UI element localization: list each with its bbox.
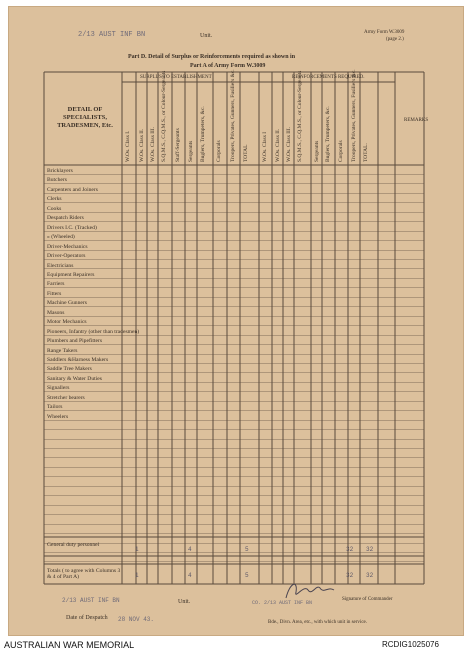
row-label: Equipment Repairers bbox=[47, 271, 95, 278]
reinforcement-column-header: Buglers, Trumpeters, &c. bbox=[325, 106, 331, 162]
reinforcement-column-header: W.Os. Class I bbox=[262, 131, 268, 162]
surplus-column-header: Corporals bbox=[216, 140, 222, 162]
reinforcement-column-header: W.Os. Class II. bbox=[275, 128, 281, 162]
surplus-column-header: S.Q.M.S., C.Q.M.S., or Colour-Sergeants bbox=[161, 70, 167, 162]
totals-surplus-wo1: 1 bbox=[135, 572, 139, 579]
totals-surplus-total: 5 bbox=[245, 572, 249, 579]
footer-id: RCDIG1025076 bbox=[382, 640, 439, 649]
form-title-line2: Part A of Army Form W.3009 bbox=[190, 63, 266, 69]
row-label: Carpenters and Joiners bbox=[47, 186, 98, 193]
reinforcement-column-header: Sergeants bbox=[314, 140, 320, 162]
row-label: Butchers bbox=[47, 177, 67, 184]
row-label: Plumbers and Pipefitters bbox=[47, 338, 102, 345]
row-label: Pioneers, Infantry (other than tradesmen) bbox=[47, 328, 140, 335]
surplus-column-header: Sergeants bbox=[188, 140, 194, 162]
formation-label: Bde., Divn. Area, etc., with which unit in service. bbox=[268, 620, 368, 625]
general-duty-reinf-total: 32 bbox=[366, 546, 374, 553]
row-label: Motor Mechanics bbox=[47, 319, 87, 326]
unit-label: Unit. bbox=[200, 33, 213, 39]
row-label: Drivers I.C. (Tracked) bbox=[47, 224, 97, 231]
reinforcement-column-header: S.Q.M.S., C.Q.M.S., or Colour-Sergeants bbox=[297, 70, 303, 162]
totals-surplus-sergeants: 4 bbox=[188, 572, 192, 579]
bottom-unit-label: Unit. bbox=[178, 599, 191, 605]
despatch-date-stamp: 28 NOV 43. bbox=[118, 616, 155, 623]
surplus-column-header: W.Os. Class II. bbox=[139, 128, 145, 162]
totals-reinf-troopers: 32 bbox=[346, 572, 354, 579]
reinforcement-column-header: W.Os. Class III. bbox=[286, 126, 292, 162]
row-label: Stretcher bearers bbox=[47, 394, 85, 401]
reinforcement-column-header: TOTAL. bbox=[363, 143, 369, 162]
row-label: Clerks bbox=[47, 196, 62, 203]
row-label: Saddle Tree Makers bbox=[47, 366, 92, 373]
surplus-column-header: W.Os. Class III. bbox=[150, 126, 156, 162]
row-label: Range Takers bbox=[47, 347, 78, 354]
totals-reinf-total: 32 bbox=[366, 572, 374, 579]
general-duty-surplus-sergeants: 4 bbox=[188, 546, 192, 553]
unit-stamp: 2/13 AUST INF BN bbox=[78, 31, 146, 39]
surplus-column-header: W.Os. Class I. bbox=[125, 130, 131, 162]
row-label: Driver-Operators bbox=[47, 253, 86, 260]
signature-label: Signature of Commander bbox=[342, 597, 393, 602]
general-duty-reinf-troopers: 32 bbox=[346, 546, 354, 553]
row-label: Signallers bbox=[47, 385, 70, 392]
surplus-column-header: Staff-Sergeants bbox=[175, 128, 181, 162]
row-label: Electricians bbox=[47, 262, 74, 269]
row-label: Driver-Mechanics bbox=[47, 243, 88, 250]
reinforcement-column-header: Corporals bbox=[338, 140, 344, 162]
row-label: Wheelers bbox=[47, 413, 69, 420]
surplus-column-header: Troopers, Privates, Gunners, Fusiliers &c. bbox=[230, 69, 236, 162]
general-duty-surplus-wo1: 1 bbox=[135, 546, 139, 553]
row-label: Masons bbox=[47, 309, 65, 316]
reinforcement-column-header: Troopers, Privates, Gunners, Fusiliers &c. bbox=[351, 69, 357, 162]
signature-stamp: CO. 2/13 AUST INF BN bbox=[252, 600, 313, 606]
despatch-date-label: Date of Despatch bbox=[66, 615, 108, 621]
surplus-column-header: Buglers, Trumpeters, &c. bbox=[200, 106, 206, 162]
form-number: Army Form W.3009 bbox=[364, 30, 405, 35]
row-label: Despatch Riders bbox=[47, 215, 84, 222]
row-label: » (Wheeled) bbox=[47, 234, 75, 241]
surplus-column-header: TOTAL bbox=[243, 144, 249, 162]
general-duty-surplus-total: 5 bbox=[245, 546, 249, 553]
page-number: (page 2.) bbox=[386, 37, 404, 42]
row-label: Saddlers &Harness Makers bbox=[47, 357, 109, 363]
surplus-group-header: SURPLUS TO ESTABLISHMENT bbox=[140, 75, 212, 80]
form-title-line1: Part D. Detail of Surplus or Reinforcements required as shown in bbox=[128, 54, 296, 60]
reinforcements-group-header: REINFORCEMENTS REQUIRED. bbox=[292, 75, 365, 80]
row-label: Tailors bbox=[47, 404, 63, 411]
row-label: Sanitary & Water Duties bbox=[47, 375, 102, 382]
footer-source: AUSTRALIAN WAR MEMORIAL bbox=[4, 640, 135, 650]
commander-signature bbox=[282, 578, 342, 604]
row-label: Machine Gunners bbox=[47, 300, 87, 307]
remarks-header: REMARKS bbox=[404, 118, 429, 123]
bottom-unit-stamp: 2/13 AUST INF BN bbox=[62, 597, 120, 604]
detail-header: DETAIL OF SPECIALISTS, TRADESMEN, Etc. bbox=[57, 106, 113, 129]
row-label: Fitters bbox=[47, 290, 62, 297]
row-label: Cooks bbox=[47, 205, 62, 212]
totals-label: Totals ( to agree with Columns 3 & 4 of Part A) bbox=[47, 568, 121, 580]
row-label: Farriers bbox=[47, 281, 65, 288]
archive-footer bbox=[0, 636, 470, 654]
row-label: Bricklayers bbox=[47, 168, 73, 174]
general-duty-label: General duty personnel bbox=[47, 542, 100, 548]
